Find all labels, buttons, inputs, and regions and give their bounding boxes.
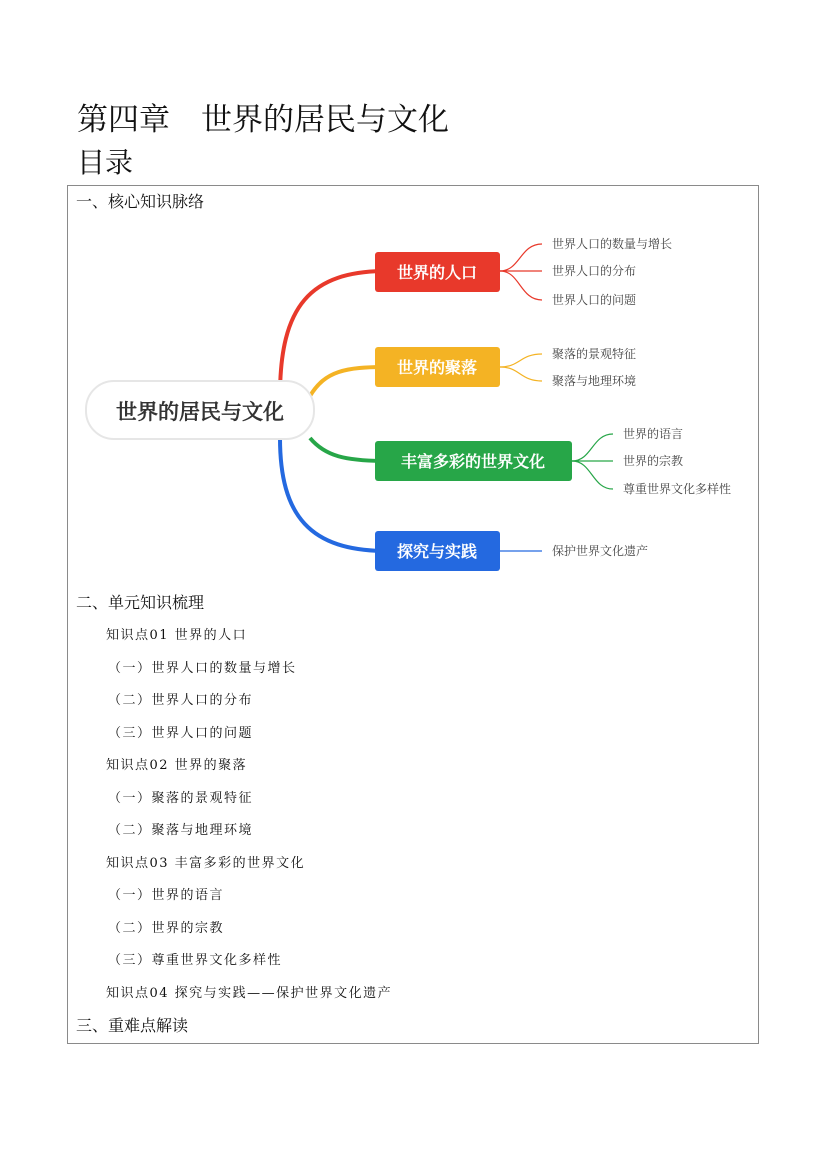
outline-box: [67, 185, 759, 1044]
connector-population: [280, 271, 387, 396]
toc-item: （一）世界的语言: [108, 888, 225, 903]
toc-item: 知识点03 丰富多彩的世界文化: [106, 856, 306, 871]
toc-heading: 目录: [77, 146, 134, 179]
leaf-label: 尊重世界文化多样性: [623, 482, 732, 496]
branch-label-practice: 探究与实践: [396, 542, 478, 561]
leaf-label: 世界的宗教: [623, 454, 684, 468]
leaf-connectors-culture: [572, 434, 613, 489]
mind-map: [80, 216, 750, 586]
branch-label-culture: 丰富多彩的世界文化: [400, 452, 546, 471]
leaf-label: 世界人口的分布: [552, 264, 637, 278]
leaf-connectors-population: [500, 244, 542, 300]
toc-item: （一）世界人口的数量与增长: [108, 661, 297, 676]
root-label: 世界的居民与文化: [116, 400, 284, 424]
leaf-label: 世界人口的问题: [552, 293, 637, 307]
toc-item: （二）世界人口的分布: [108, 693, 254, 708]
toc-item: 知识点02 世界的聚落: [106, 758, 248, 773]
branch-label-settlement: 世界的聚落: [396, 358, 478, 377]
toc-item: （二）聚落与地理环境: [108, 823, 254, 838]
chapter-title: 第四章 世界的居民与文化: [77, 102, 449, 138]
toc-item: （三）尊重世界文化多样性: [108, 953, 283, 968]
branch-label-population: 世界的人口: [396, 263, 478, 282]
leaf-label: 世界人口的数量与增长: [552, 237, 673, 251]
section-unit-review: 二、单元知识梳理: [76, 593, 205, 612]
toc-item: 知识点01 世界的人口: [106, 628, 248, 643]
toc-item: （三）世界人口的问题: [108, 726, 254, 741]
toc-item: （二）世界的宗教: [108, 921, 225, 936]
toc-item: 知识点04 探究与实践——保护世界文化遗产: [106, 986, 393, 1001]
toc-item: （一）聚落的景观特征: [108, 791, 254, 806]
leaf-label: 聚落与地理环境: [552, 374, 637, 388]
leaf-label: 聚落的景观特征: [552, 347, 637, 361]
leaf-label: 保护世界文化遗产: [552, 544, 649, 558]
section-key-points: 三、重难点解读: [76, 1016, 189, 1035]
leaf-label: 世界的语言: [623, 427, 684, 441]
leaf-connectors-settlement: [500, 354, 542, 381]
section-core-network: 一、核心知识脉络: [76, 192, 205, 211]
